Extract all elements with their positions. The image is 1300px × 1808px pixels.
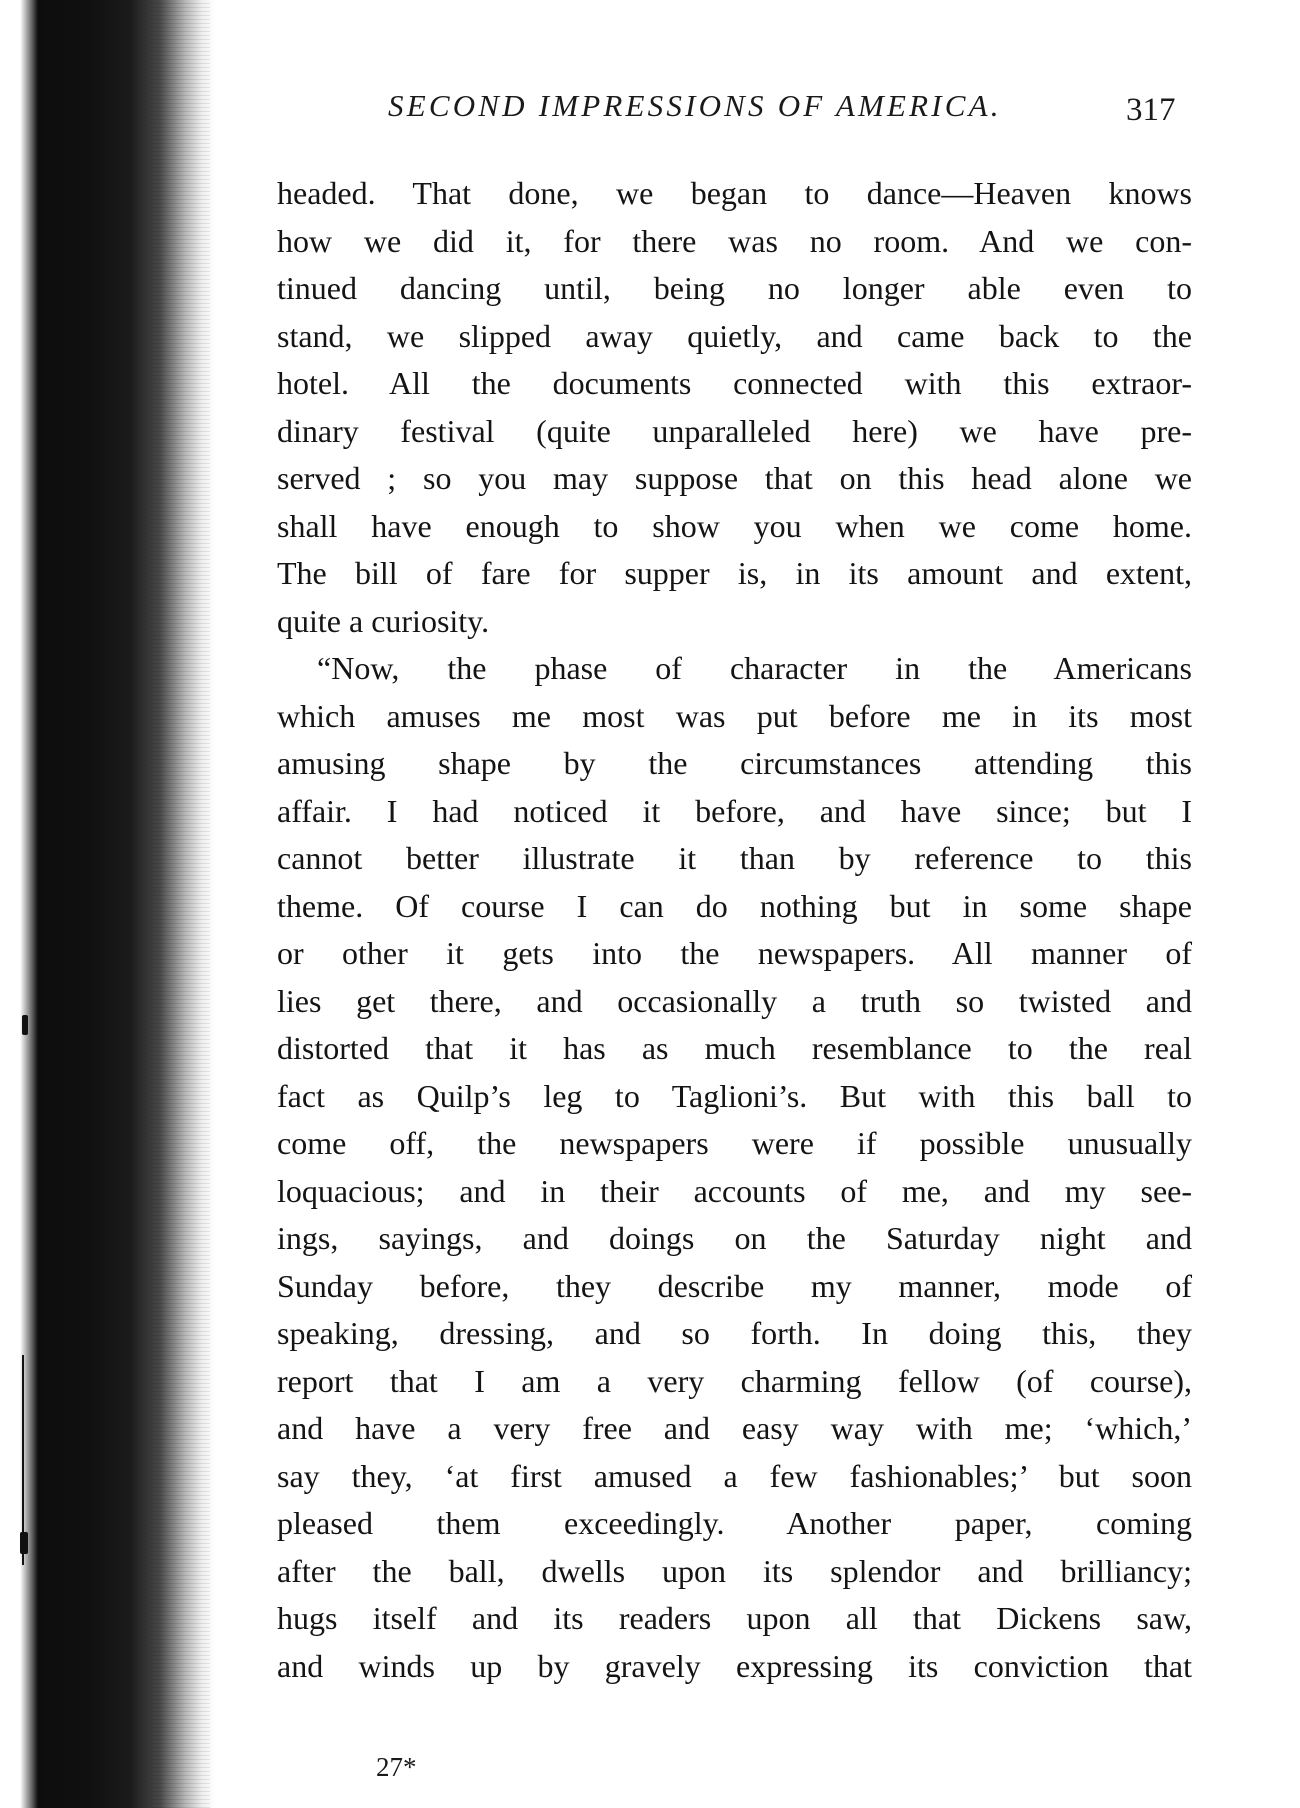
text-line: tinued dancing until, being no longer able even to <box>277 270 1192 306</box>
text-line: loquacious; and in their accounts of me, and my see- <box>277 1172 1192 1209</box>
text-line: speaking, dressing, and so forth. In doing this, they <box>277 1315 1192 1351</box>
text-line: lies get there, and occasionally a truth so twisted and <box>277 982 1192 1019</box>
gutter-speckle <box>150 0 210 1808</box>
text-line: say they, ‘at first amused a few fashionables;’ but soon <box>277 1457 1192 1494</box>
text-line: affair. I had noticed it before, and have since; but I <box>277 792 1192 829</box>
text-line: The bill of fare for supper is, in its amount and extent, <box>277 555 1192 591</box>
text-line: headed. That done, we began to dance—Heaven knows <box>277 175 1192 211</box>
page-edge-mark <box>22 1015 28 1035</box>
page-edge-mark <box>20 1532 28 1554</box>
text-line: report that I am a very charming fellow (of course), <box>277 1362 1192 1399</box>
text-line: hugs itself and its readers upon all that Dickens saw, <box>277 1600 1192 1636</box>
text-line: pleased them exceedingly. Another paper, coming <box>277 1505 1192 1541</box>
text-line: and winds up by gravely expressing its conviction that <box>277 1647 1192 1684</box>
body-text <box>277 170 1192 1690</box>
text-line: hotel. All the documents connected with this extraor- <box>277 365 1192 401</box>
text-line: stand, we slipped away quietly, and came back to the <box>277 317 1192 354</box>
text-line: theme. Of course I can do nothing but in some shape <box>277 887 1192 924</box>
text-line: cannot better illustrate it than by reference to this <box>277 840 1192 876</box>
text-line: served ; so you may suppose that on this head alone we <box>277 460 1192 496</box>
page-number: 317 <box>1126 92 1176 128</box>
text-line: and have a very free and easy way with me; ‘which,’ <box>277 1410 1192 1446</box>
text-line: shall have enough to show you when we come home. <box>277 507 1192 544</box>
text-line: distorted that it has as much resemblance to the real <box>277 1030 1192 1066</box>
text-line: how we did it, for there was no room. And we con- <box>277 222 1192 259</box>
text-line: or other it gets into the newspapers. All manner of <box>277 935 1192 971</box>
text-line: which amuses me most was put before me in its most <box>277 697 1192 734</box>
running-title: SECOND IMPRESSIONS OF AMERICA. <box>388 88 1002 123</box>
text-line: dinary festival (quite unparalleled here) we have pre- <box>277 412 1192 449</box>
signature-mark: 27* <box>376 1752 417 1782</box>
text-line: Sunday before, they describe my manner, mode of <box>277 1267 1192 1304</box>
text-line: ings, sayings, and doings on the Saturday night and <box>277 1220 1192 1256</box>
text-line: amusing shape by the circumstances attending this <box>277 745 1192 781</box>
text-line: come off, the newspapers were if possible unusually <box>277 1125 1192 1161</box>
text-line: quite a curiosity. <box>277 602 490 639</box>
running-head <box>388 88 1188 128</box>
text-line: fact as Quilp’s leg to Taglioni’s. But with this ball to <box>277 1077 1192 1114</box>
text-line: “Now, the phase of character in the Americans <box>317 650 1192 686</box>
text-line: after the ball, dwells upon its splendor and brilliancy; <box>277 1552 1192 1589</box>
